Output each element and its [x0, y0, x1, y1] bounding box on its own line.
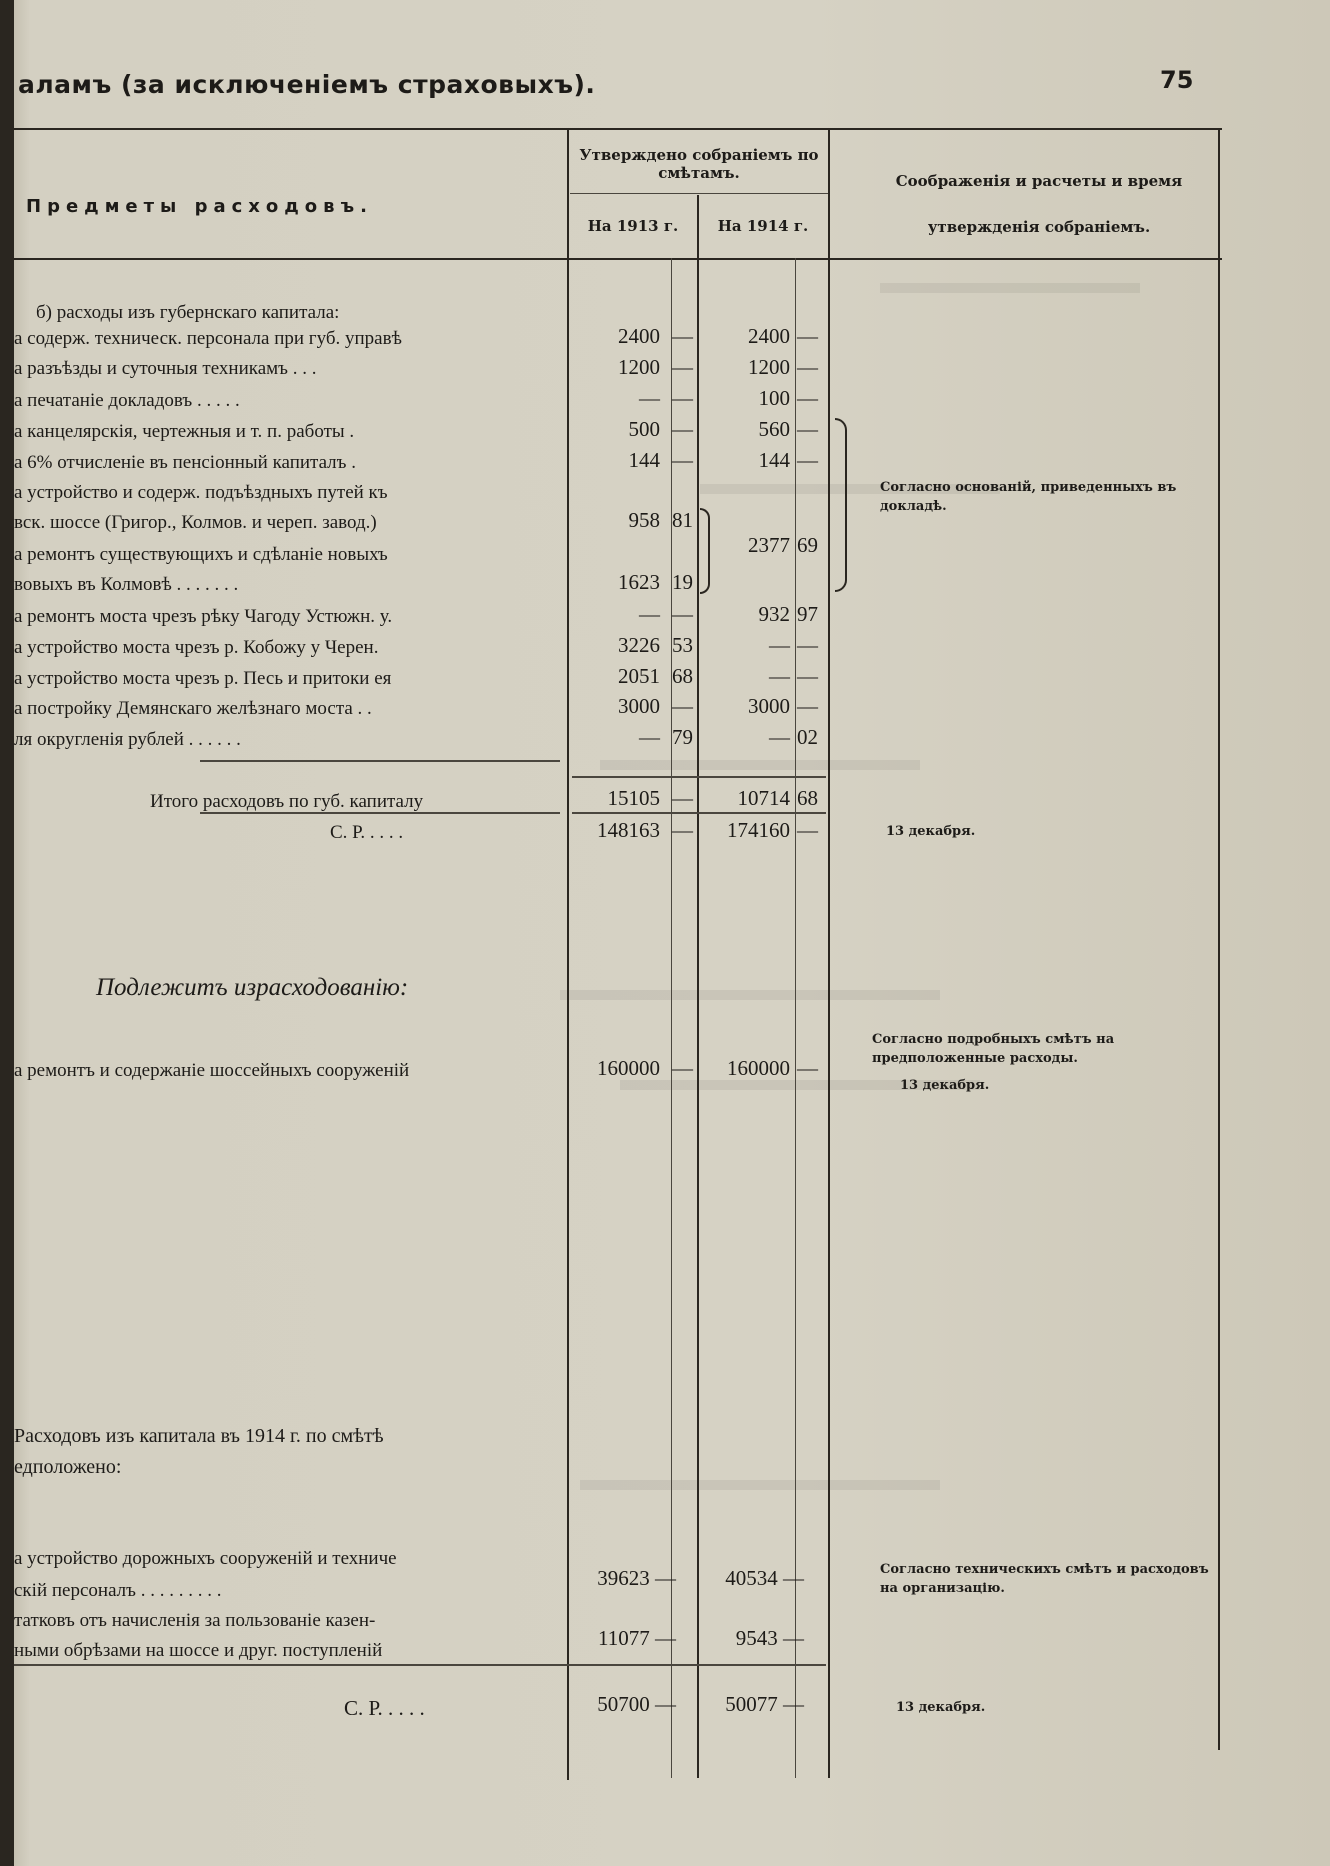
table-top-rule — [14, 128, 1222, 130]
total-1913-kop: — — [672, 786, 693, 810]
row-label-continued: вовыхъ въ Колмовѣ . . . . . . . — [14, 574, 239, 595]
date-note: 13 декабря. — [900, 1078, 990, 1093]
row-label: а печатаніе докладовъ . . . . . — [14, 390, 240, 411]
row-1913-rub: 1623 — [618, 570, 660, 594]
row-1913-rub: 39623 — — [597, 1566, 676, 1590]
row-1914-rub: 144 — [758, 448, 790, 472]
sr-1914-kop: — — [797, 818, 818, 842]
row-1914-rub: 160000 — [727, 1056, 790, 1080]
row-1913-kop: — — [672, 355, 693, 379]
row-1913-rub: 144 — [628, 448, 660, 472]
row-1914-kop: — — [797, 694, 818, 718]
row-1914-kop-combined: 69 — [797, 533, 818, 557]
row-1914-kop: — — [797, 324, 818, 348]
column-header-1913: На 1913 г. — [587, 217, 679, 235]
row-1913-kop: 53 — [672, 633, 693, 657]
row-1913-kop: — — [672, 448, 693, 472]
col-divider — [828, 130, 830, 1778]
row-label: а устройство и содерж. подъѣздныхъ путей къ — [14, 482, 388, 503]
total-rule — [572, 776, 826, 778]
date-note: 13 декабря. — [886, 824, 976, 839]
row-1913-kop: 81 — [672, 508, 693, 532]
section-heading: б) расходы изъ губернскаго капитала: — [36, 302, 340, 323]
note-technical-estimates: Согласно техническихъ смѣтъ и расходовъ на организацію. — [880, 1562, 1209, 1596]
row-1913-rub: 11077 — — [598, 1626, 676, 1650]
row-1914-rub: 932 — [758, 602, 790, 626]
row-label-continued: вск. шоссе (Григор., Колмов. и череп. завод.) — [14, 512, 377, 533]
sr-label: С. Р. . . . . — [330, 822, 404, 843]
subheader-rule — [570, 193, 828, 194]
row-1913-kop: — — [672, 1056, 693, 1080]
row-1913-kop: 68 — [672, 664, 693, 688]
total-rule — [200, 812, 560, 814]
date-note: 13 декабря. — [896, 1700, 986, 1715]
section-heading-italic: Подлежитъ израсходованію: — [96, 974, 409, 1001]
row-1913-rub: 160000 — [597, 1056, 660, 1080]
row-1914-kop: 02 — [797, 725, 818, 749]
table-right-border — [1218, 128, 1220, 1750]
row-1913-rub: — — [639, 602, 660, 626]
row-label: а ремонтъ существующихъ и сдѣланіе новыхъ — [14, 544, 388, 565]
row-label: ля округленія рублей . . . . . . — [14, 729, 241, 750]
row-1914-rub: — — [769, 725, 790, 749]
section-heading-continued: едположено: — [14, 1456, 122, 1478]
row-1914-rub: 1200 — [748, 355, 790, 379]
sr-label: С. Р. . . . . — [344, 1696, 425, 1720]
show-through — [600, 760, 920, 770]
row-label: а устройство дорожныхъ сооруженій и техниче — [14, 1548, 397, 1569]
row-1914-kop: — — [797, 417, 818, 441]
row-1914-rub: 40534 — — [725, 1566, 804, 1590]
row-1913-kop: — — [672, 602, 693, 626]
total-label: Итого расходовъ по губ. капиталу — [150, 791, 424, 812]
row-label: а 6% отчисленіе въ пенсіонный капиталъ . — [14, 452, 356, 473]
row-1914-kop: 97 — [797, 602, 818, 626]
column-header-items: Предметы расходовъ. — [26, 196, 373, 217]
col-divider — [671, 258, 672, 1778]
sr-1913-rub: 148163 — [597, 818, 660, 842]
show-through — [580, 1480, 940, 1490]
row-label: а разъѣзды и суточныя техникамъ . . . — [14, 358, 317, 379]
row-1914-rub: 9543 — — [735, 1626, 804, 1650]
row-1913-kop: 79 — [672, 725, 693, 749]
total-rule — [14, 1664, 826, 1666]
column-header-1914: На 1914 г. — [717, 217, 809, 235]
note-detailed-estimates: Согласно подробныхъ смѣтъ на предположенные расходы. — [872, 1032, 1115, 1066]
row-label: а постройку Демянскаго желѣзнаго моста . . — [14, 698, 372, 719]
row-1913-rub: 958 — [628, 508, 660, 532]
brace — [835, 418, 847, 592]
col-divider — [697, 195, 699, 1778]
row-1914-rub-combined: 2377 — [748, 533, 790, 557]
row-1914-kop: — — [797, 386, 818, 410]
col-divider — [795, 258, 796, 1778]
row-label-continued: скій персоналъ . . . . . . . . . — [14, 1580, 222, 1601]
col-divider — [567, 130, 569, 1780]
row-1913-kop: 19 — [672, 570, 693, 594]
row-1913-rub: 3000 — [618, 694, 660, 718]
row-1913-rub: 2400 — [618, 324, 660, 348]
row-1914-kop: — — [797, 664, 818, 688]
row-1914-rub: — — [769, 664, 790, 688]
row-1914-kop: — — [797, 633, 818, 657]
row-1914-rub: 560 — [758, 417, 790, 441]
row-label: татковъ отъ начисленія за пользованіе казен- — [14, 1610, 376, 1631]
section-heading: Расходовъ изъ капитала въ 1914 г. по смѣтѣ — [14, 1425, 384, 1447]
row-1914-rub: 3000 — [748, 694, 790, 718]
total-rule — [572, 812, 826, 814]
sr-1913-kop: — — [672, 818, 693, 842]
total-1914-rub: 10714 — [737, 786, 790, 810]
row-1913-kop: — — [672, 417, 693, 441]
row-1914-rub: 2400 — [748, 324, 790, 348]
row-1914-kop: — — [797, 355, 818, 379]
row-1913-kop: — — [672, 324, 693, 348]
column-header-approved: Утверждено собраніемъ по смѣтамъ. — [579, 146, 819, 182]
row-1914-kop: — — [797, 1056, 818, 1080]
page-number: 75 — [1160, 66, 1194, 94]
row-1913-rub: 2051 — [618, 664, 660, 688]
total-1913-rub: 15105 — [607, 786, 660, 810]
sr-1913-rub: 50700 — — [597, 1692, 676, 1716]
row-1913-kop: — — [672, 694, 693, 718]
page-header-title: аламъ (за исключеніемъ страховыхъ). — [18, 70, 596, 99]
row-1914-rub: 100 — [758, 386, 790, 410]
row-1913-kop: — — [672, 386, 693, 410]
row-label: а канцелярскія, чертежныя и т. п. работы . — [14, 421, 355, 442]
row-label: а ремонтъ и содержаніе шоссейныхъ сооруженій — [14, 1060, 410, 1081]
row-1913-rub: — — [639, 725, 660, 749]
book-binding — [0, 0, 14, 1866]
total-rule — [200, 760, 560, 762]
row-1914-kop: — — [797, 448, 818, 472]
sr-1914-rub: 174160 — [727, 818, 790, 842]
show-through — [880, 283, 1140, 293]
row-label: а ремонтъ моста чрезъ рѣку Чагоду Устюжн. у. — [14, 606, 393, 627]
total-1914-kop: 68 — [797, 786, 818, 810]
row-1913-rub: 3226 — [618, 633, 660, 657]
row-label: а содерж. техническ. персонала при губ. управѣ — [14, 328, 402, 349]
row-1913-rub: — — [639, 386, 660, 410]
row-1913-rub: 1200 — [618, 355, 660, 379]
sr-1914-rub: 50077 — — [725, 1692, 804, 1716]
row-label: а устройство моста чрезъ р. Песь и притоки ея — [14, 668, 392, 689]
table-header-rule — [14, 258, 1222, 260]
row-label-continued: ными обрѣзами на шоссе и друг. поступленій — [14, 1640, 383, 1661]
column-header-notes: Соображенія и расчеты и время утвержденія собраніемъ. — [895, 172, 1183, 236]
row-label: а устройство моста чрезъ р. Кобожу у Черен. — [14, 637, 379, 658]
show-through — [560, 990, 940, 1000]
row-1913-rub: 500 — [628, 417, 660, 441]
row-1914-rub: — — [769, 633, 790, 657]
note-per-report: Согласно основаній, приведенныхъ въ докладѣ. — [880, 480, 1177, 514]
